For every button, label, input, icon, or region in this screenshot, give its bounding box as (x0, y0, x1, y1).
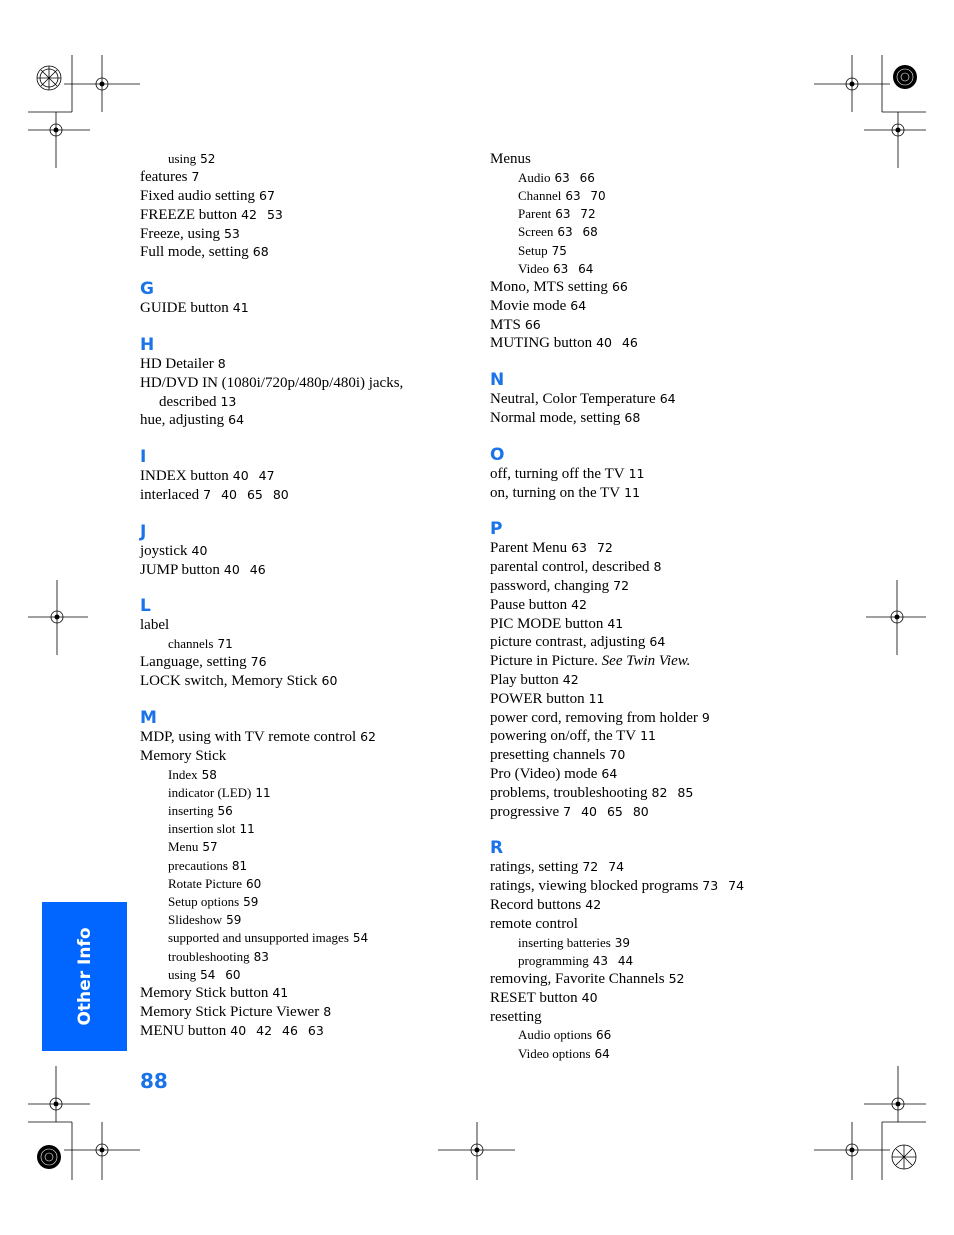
index-term: JUMP button (140, 561, 220, 578)
index-section-letter: N (490, 370, 505, 391)
index-term: inserting (168, 802, 214, 818)
index-page-numbers: 9 (701, 709, 710, 725)
index-page-numbers: 64 (601, 765, 618, 781)
index-page-numbers: 57 (202, 840, 218, 855)
index-term: Full mode, setting (140, 244, 249, 261)
index-entry (490, 765, 820, 784)
index-entry (140, 243, 480, 262)
index-term: Freeze, using (140, 225, 220, 242)
index-page-numbers: 60 (246, 876, 262, 891)
index-term: POWER button (490, 690, 585, 707)
index-subentry (490, 260, 820, 278)
index-term: indicator (LED) (168, 784, 252, 800)
index-page-numbers: 53 (223, 225, 240, 241)
index-term: Neutral, Color Temperature (490, 391, 656, 408)
index-subentry (140, 820, 480, 838)
index-page-numbers: 60 (321, 673, 338, 689)
index-page-numbers: 52 (668, 970, 685, 986)
index-entry (490, 671, 820, 690)
index-term: picture contrast, adjusting (490, 634, 646, 651)
index-entry (490, 896, 820, 915)
index-term: troubleshooting (168, 948, 250, 964)
index-term: insertion slot (168, 821, 236, 837)
index-page-numbers: 66 (611, 279, 628, 295)
index-subentry (140, 857, 480, 875)
index-entry (140, 561, 480, 580)
index-entry (140, 653, 480, 672)
index-page-numbers: 82 85 (651, 784, 694, 800)
index-term: Memory Stick Picture Viewer (140, 1003, 320, 1020)
index-entry (490, 390, 820, 409)
index-entry (140, 206, 480, 225)
index-page-numbers: 41 (607, 615, 624, 631)
index-entry (490, 334, 820, 353)
index-entry (490, 652, 820, 671)
index-page-numbers: 63 72 (571, 540, 613, 556)
index-page-numbers: 7 (191, 169, 200, 185)
index-term: Audio options (518, 1027, 593, 1043)
index-section-letter: O (490, 444, 505, 465)
index-term: Mono, MTS setting (490, 279, 608, 296)
index-entry (490, 539, 820, 558)
index-page-numbers: 42 53 (241, 206, 283, 222)
index-term: resetting (490, 1008, 542, 1025)
index-page-numbers: 68 (624, 410, 641, 425)
index-entry (140, 225, 480, 244)
index-page-numbers: 7 40 65 80 (563, 803, 649, 819)
index-term: Picture in Picture. (490, 653, 598, 670)
index-term: joystick (140, 542, 188, 559)
index-page-numbers: 63 72 (555, 207, 596, 222)
index-term: label (140, 617, 170, 634)
index-entry (490, 989, 820, 1008)
index-term: Menu (168, 839, 199, 855)
index-page-numbers: 8 (217, 355, 226, 371)
index-term: Menus (490, 151, 531, 167)
index-entry (140, 984, 480, 1003)
index-term: MENU button (140, 1022, 227, 1039)
page-number: 88 (140, 1069, 168, 1093)
index-term: progressive (490, 803, 560, 820)
index-section-letter: M (140, 707, 157, 728)
index-term: INDEX button (140, 468, 229, 485)
index-page-numbers: 59 (226, 913, 242, 928)
index-entry (490, 709, 820, 728)
index-term: ratings, setting (490, 859, 579, 876)
index-page-numbers: 40 (581, 989, 598, 1005)
index-page-numbers: 63 68 (557, 225, 598, 240)
index-page-numbers: 40 (191, 542, 208, 558)
index-term: hue, adjusting (140, 412, 225, 429)
index-term: interlaced (140, 486, 200, 503)
index-term: FREEZE button (140, 206, 238, 223)
index-term: using (168, 966, 197, 982)
index-page-numbers: 42 (562, 671, 579, 687)
index-page-numbers: 54 60 (200, 967, 241, 982)
index-entry (140, 1022, 480, 1041)
index-entry (490, 558, 820, 577)
index-entry (490, 577, 820, 596)
index-subentry (490, 242, 820, 260)
index-section-letter: J (140, 521, 147, 542)
index-entry (490, 746, 820, 765)
index-term: supported and unsupported images (168, 930, 349, 946)
index-section-letter: G (140, 279, 154, 300)
index-page-numbers: 68 (252, 244, 269, 260)
index-see-reference: See Twin View. (601, 653, 691, 670)
index-page-numbers: 43 44 (592, 953, 634, 968)
index-entry (140, 374, 480, 412)
index-subentry (490, 1026, 820, 1044)
index-page-numbers: 63 70 (565, 189, 606, 203)
index-page-numbers: 67 (259, 188, 275, 203)
index-term: Play button (490, 671, 559, 688)
index-term: using (168, 151, 197, 166)
index-entry (490, 615, 820, 634)
index-term: MDP, using with TV remote control (140, 728, 357, 745)
index-subentry (140, 766, 480, 784)
index-term: GUIDE button (140, 300, 229, 317)
index-section-letter: R (490, 838, 504, 859)
index-subentry (490, 952, 820, 970)
index-page-numbers: 7 40 65 80 (203, 486, 289, 502)
index-entry (490, 877, 820, 896)
index-term: Video (518, 260, 549, 276)
index-term: Rotate Picture (168, 875, 243, 891)
index-page-numbers: 83 (253, 949, 269, 964)
index-subentry (140, 875, 480, 893)
index-page-numbers: 72 74 (582, 859, 625, 875)
index-entry (490, 803, 820, 822)
side-tab-label: Other Info (74, 927, 95, 1026)
index-page-numbers: 75 (551, 243, 567, 258)
index-page-numbers: 41 (232, 300, 249, 316)
index-page-numbers: 11 (239, 822, 255, 837)
index-term: Audio (518, 169, 551, 185)
index-term: MTS (490, 316, 521, 333)
index-term: Setup (518, 242, 548, 258)
index-entry (140, 355, 480, 374)
index-page-numbers: 40 46 (596, 335, 638, 351)
index-page-numbers: 64 (228, 412, 245, 428)
index-subentry (490, 223, 820, 241)
index-term: Language, setting (140, 654, 247, 671)
index-subentry (140, 802, 480, 820)
index-term: Normal mode, setting (490, 410, 621, 426)
index-entry (490, 278, 820, 297)
index-term: Index (168, 766, 198, 782)
index-term: LOCK switch, Memory Stick (140, 673, 318, 690)
index-term: Pro (Video) mode (490, 765, 598, 782)
index-page-numbers: 42 (571, 596, 587, 612)
index-entry (490, 915, 820, 934)
index-page-numbers: 40 47 (232, 468, 275, 484)
index-term: programming (518, 952, 589, 968)
index-term: PIC MODE button (490, 615, 604, 632)
index-subentry (140, 929, 480, 947)
index-entry (140, 728, 480, 747)
index-page-numbers: 64 (594, 1046, 610, 1061)
index-term: Screen (518, 224, 554, 240)
index-page-numbers: 39 (614, 935, 631, 950)
index-term: Fixed audio setting (140, 188, 255, 204)
index-entry (490, 690, 820, 709)
index-term: parental control, described (490, 559, 650, 576)
index-entry (140, 168, 480, 187)
index-subentry (140, 784, 480, 802)
index-subentry (140, 893, 480, 911)
index-term: RESET button (490, 989, 578, 1006)
index-term: powering on/off, the TV (490, 728, 637, 745)
index-term: Memory Stick (140, 747, 227, 764)
index-column-right (490, 150, 820, 1063)
index-entry (490, 465, 820, 484)
index-entry (490, 316, 820, 335)
index-term: on, turning on the TV (490, 484, 621, 501)
index-page-numbers: 40 46 (223, 561, 266, 577)
index-term: Slideshow (168, 912, 223, 928)
index-page-numbers: 64 (649, 634, 666, 650)
index-term: password, changing (490, 577, 610, 594)
index-entry (490, 858, 820, 877)
index-page-numbers: 11 (628, 465, 645, 481)
index-term: Memory Stick button (140, 984, 269, 1001)
index-entry (490, 970, 820, 989)
index-term: ratings, viewing blocked programs (490, 878, 699, 895)
index-page-numbers: 72 (613, 577, 630, 593)
index-term: HD Detailer (140, 355, 214, 372)
index-term: power cord, removing from holder (490, 709, 698, 726)
index-page-numbers: 64 (659, 391, 676, 407)
index-entry (140, 1003, 480, 1022)
index-term: Pause button (490, 596, 568, 613)
index-term: Channel (518, 188, 562, 203)
index-page-numbers: 63 64 (553, 261, 594, 276)
index-entry (490, 409, 820, 428)
index-entry (490, 633, 820, 652)
index-page-numbers: 8 (323, 1003, 332, 1019)
index-page-numbers: 41 (272, 984, 289, 1000)
index-term: features (140, 169, 188, 186)
index-entry (140, 747, 480, 766)
index-entry (490, 596, 820, 615)
index-term: inserting batteries (518, 934, 611, 950)
index-page-numbers: 71 (217, 637, 233, 652)
index-entry (490, 484, 820, 503)
index-subentry (490, 1045, 820, 1063)
index-page-numbers: 11 (640, 728, 656, 744)
index-term: HD/DVD IN (1080i/720p/480p/480i) jacks, described (140, 374, 404, 410)
index-page-numbers: 63 66 (554, 170, 595, 185)
index-page-numbers: 70 (609, 747, 626, 763)
index-entry (140, 411, 480, 430)
index-term: channels (168, 636, 214, 652)
index-subentry (490, 205, 820, 223)
index-entry (140, 299, 480, 318)
index-page-numbers: 81 (231, 858, 248, 873)
index-page-numbers: 11 (624, 484, 641, 500)
index-page-numbers: 8 (653, 559, 662, 575)
index-subentry (140, 966, 480, 984)
index-page-numbers: 11 (588, 690, 605, 706)
index-section-letter: H (140, 334, 155, 355)
index-page-numbers: 58 (201, 767, 217, 782)
index-entry (490, 727, 820, 746)
index-entry (140, 467, 480, 486)
index-subentry (490, 187, 820, 205)
index-section-letter: P (490, 519, 503, 540)
index-page-numbers: 59 (243, 894, 259, 909)
index-page-numbers: 66 (596, 1028, 612, 1043)
index-entry (490, 1008, 820, 1027)
index-entry (140, 616, 480, 635)
index-term: off, turning off the TV (490, 465, 625, 482)
index-entry (140, 542, 480, 561)
index-entry (490, 297, 820, 316)
index-page-numbers: 64 (570, 297, 587, 313)
side-tab (42, 902, 127, 1051)
index-section-letter: L (140, 596, 151, 617)
index-term: Parent (518, 206, 552, 222)
index-term: Setup options (168, 893, 240, 909)
index-page-numbers: 13 (220, 393, 237, 409)
index-page-numbers: 11 (255, 785, 271, 800)
index-column-left (140, 150, 480, 1040)
index-entry (490, 150, 820, 169)
index-term: presetting channels (490, 747, 606, 764)
index-subentry (490, 169, 820, 187)
index-subentry (140, 635, 480, 653)
index-subentry (490, 934, 820, 952)
index-section-letter: I (140, 447, 147, 468)
index-term: Parent Menu (490, 540, 568, 557)
index-entry (140, 486, 480, 505)
index-entry (490, 784, 820, 803)
index-page-numbers: 56 (217, 803, 233, 818)
index-page-numbers: 73 74 (702, 878, 745, 894)
index-term: Movie mode (490, 297, 567, 314)
index-page-numbers: 40 42 46 63 (230, 1022, 324, 1038)
index-subentry (140, 911, 480, 929)
index-subentry (140, 838, 480, 856)
index-term: MUTING button (490, 335, 593, 352)
index-term: Video options (518, 1045, 591, 1061)
index-entry (140, 187, 480, 206)
index-term: removing, Favorite Channels (490, 970, 665, 987)
index-page-numbers: 62 (360, 728, 377, 744)
index-page-numbers: 52 (200, 152, 216, 166)
index-term: Record buttons (490, 896, 582, 913)
index-page-numbers: 42 (585, 896, 602, 912)
index-page-numbers: 76 (250, 654, 267, 670)
index-term: remote control (490, 915, 578, 932)
index-subentry (140, 948, 480, 966)
index-term: precautions (168, 857, 228, 873)
index-entry (140, 672, 480, 691)
index-page-numbers: 54 (352, 931, 369, 946)
index-subentry (140, 150, 480, 168)
index-page-numbers: 66 (524, 316, 541, 332)
index-term: problems, troubleshooting (490, 784, 648, 801)
